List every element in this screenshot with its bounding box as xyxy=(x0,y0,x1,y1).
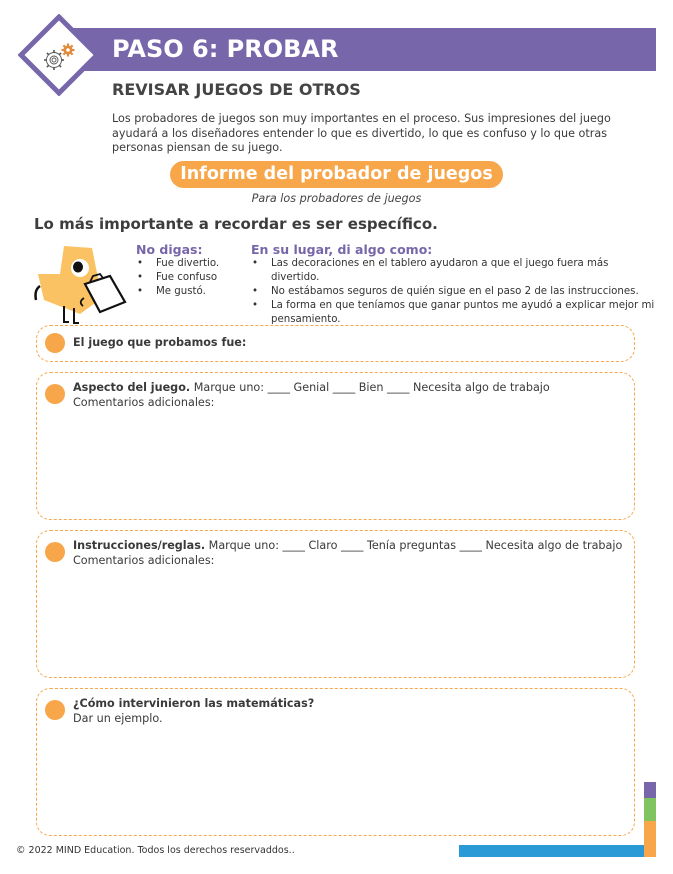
copyright: © 2022 MIND Education. Todos los derechos reservaddos.. xyxy=(16,845,295,856)
tip-heading: Lo más importante a recordar es ser específico. xyxy=(34,215,438,233)
page-subtitle: REVISAR JUEGOS DE OTROS xyxy=(112,80,361,99)
list-item: • No estábamos seguros de quién sigue en el paso 2 de las instrucciones. xyxy=(252,285,657,299)
section-label: Aspecto del juego. xyxy=(73,381,191,394)
list-item: • Las decoraciones en el tablero ayudaron a que el juego fuera más divertido. xyxy=(252,257,657,285)
page-title: PASO 6: PROBAR xyxy=(112,35,339,63)
dont-say-list xyxy=(137,257,242,299)
section-label: Instrucciones/reglas. xyxy=(73,539,206,552)
dont-say-heading: No digas: xyxy=(136,242,203,257)
instead-heading: En su lugar, di algo como: xyxy=(251,242,433,257)
mascot-illustration xyxy=(30,238,130,330)
section-game-name[interactable] xyxy=(36,325,635,362)
instead-list xyxy=(252,257,657,327)
step-badge xyxy=(18,14,100,96)
decor-bar-blue xyxy=(459,845,644,857)
report-title: Informe del probador de juegos xyxy=(170,161,503,188)
list-item: • La forma en que teníamos que ganar puntos me ayudó a explicar mejor mi pensamiento. xyxy=(252,299,657,327)
section-math[interactable] xyxy=(36,688,635,836)
decor-bar-orange xyxy=(644,821,656,857)
section-label: ¿Cómo intervinieron las matemáticas? xyxy=(73,697,315,710)
section-options: Marque uno: ____ Claro ____ Tenía preguntas ____ Necesita algo de trabajo xyxy=(205,539,623,552)
bullet-dot xyxy=(45,333,65,353)
section-comments-label: Comentarios adicionales: xyxy=(73,553,215,567)
gears-icon xyxy=(18,14,100,96)
section-prompt: Dar un ejemplo. xyxy=(73,711,163,725)
section-game-appearance[interactable] xyxy=(36,372,635,520)
decor-bar-purple xyxy=(644,782,656,798)
list-item: • Fue confuso xyxy=(137,271,242,285)
section-options: Marque uno: ____ Genial ____ Bien ____ Necesita algo de trabajo xyxy=(190,381,550,394)
section-comments-label: Comentarios adicionales: xyxy=(73,395,215,409)
intro-paragraph: Los probadores de juegos son muy importantes en el proceso. Sus impresiones del juego ayudará a los diseñadores entender lo que es divertido, lo que es confuso y lo que otras personas piensan de su juego. xyxy=(112,112,611,154)
bullet-dot xyxy=(45,700,65,720)
section-instructions[interactable] xyxy=(36,530,635,678)
report-subtitle: Para los probadores de juegos xyxy=(251,192,422,205)
list-item: • Me gustó. xyxy=(137,285,242,299)
list-item: • Fue divertio. xyxy=(137,257,242,271)
bullet-dot xyxy=(45,384,65,404)
bullet-dot xyxy=(45,542,65,562)
decor-bar-green xyxy=(644,798,656,821)
section-label: El juego que probamos fue: xyxy=(73,336,247,349)
